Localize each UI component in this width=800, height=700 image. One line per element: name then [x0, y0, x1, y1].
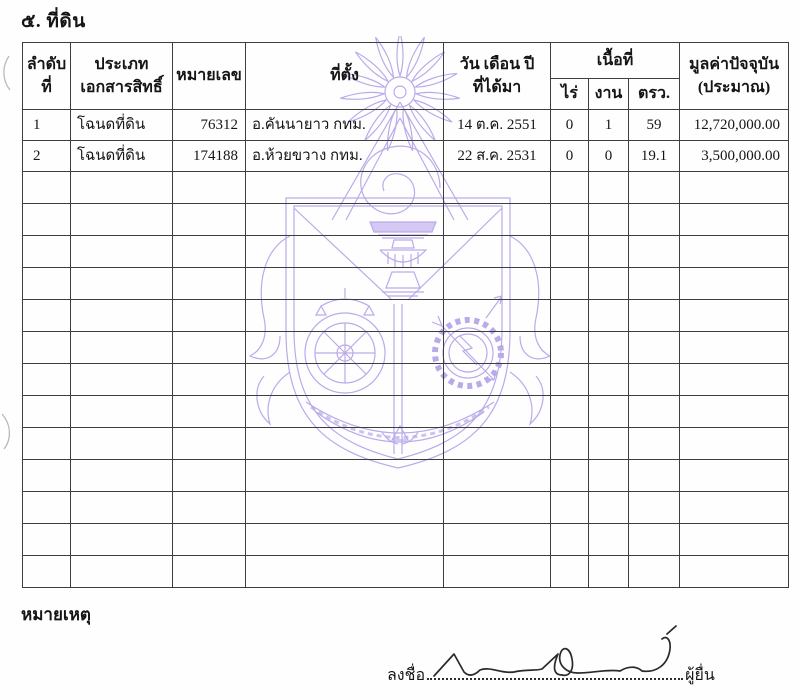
- empty-cell: [629, 556, 680, 588]
- empty-cell: [589, 236, 629, 268]
- empty-cell: [589, 332, 629, 364]
- empty-cell: [246, 268, 444, 300]
- empty-cell: [680, 204, 789, 236]
- cell-location: อ.ห้วยขวาง กทม.: [246, 141, 444, 172]
- empty-cell: [246, 300, 444, 332]
- empty-cell: [173, 300, 246, 332]
- cell-value: 12,720,000.00: [680, 110, 789, 141]
- handwritten-signature-icon: [424, 624, 694, 686]
- table-row-empty: [23, 396, 789, 428]
- col-header-rai: ไร่: [551, 79, 589, 110]
- empty-cell: [173, 524, 246, 556]
- table-row-empty: [23, 428, 789, 460]
- table-row-empty: [23, 236, 789, 268]
- empty-cell: [680, 172, 789, 204]
- cell-rai: 0: [551, 141, 589, 172]
- col-header-doc-type: ประเภท เอกสารสิทธิ์: [71, 43, 173, 110]
- empty-cell: [173, 204, 246, 236]
- cell-ngan: 1: [589, 110, 629, 141]
- empty-cell: [680, 428, 789, 460]
- empty-cell: [589, 524, 629, 556]
- table-row-empty: [23, 492, 789, 524]
- table-row-empty: [23, 460, 789, 492]
- empty-cell: [680, 396, 789, 428]
- empty-cell: [444, 204, 551, 236]
- table-row-empty: [23, 524, 789, 556]
- empty-cell: [23, 332, 71, 364]
- cell-date: 14 ต.ค. 2551: [444, 110, 551, 141]
- empty-cell: [629, 204, 680, 236]
- empty-cell: [680, 460, 789, 492]
- empty-cell: [589, 268, 629, 300]
- empty-cell: [629, 236, 680, 268]
- empty-cell: [551, 172, 589, 204]
- cell-doc-type: โฉนดที่ดิน: [71, 110, 173, 141]
- empty-cell: [246, 428, 444, 460]
- cell-rai: 0: [551, 110, 589, 141]
- empty-cell: [589, 396, 629, 428]
- sign-label: ลงชื่อ: [387, 667, 426, 684]
- empty-cell: [444, 428, 551, 460]
- empty-cell: [71, 460, 173, 492]
- empty-cell: [173, 492, 246, 524]
- empty-cell: [551, 396, 589, 428]
- empty-cell: [551, 428, 589, 460]
- empty-cell: [23, 204, 71, 236]
- empty-cell: [551, 524, 589, 556]
- empty-rows: [23, 172, 789, 588]
- empty-cell: [71, 428, 173, 460]
- empty-cell: [551, 460, 589, 492]
- signer-label: ผู้ยื่น: [685, 667, 715, 684]
- empty-cell: [173, 172, 246, 204]
- cell-order: 2: [23, 141, 71, 172]
- empty-cell: [629, 332, 680, 364]
- col-header-number: หมายเลข: [173, 43, 246, 110]
- cell-order: 1: [23, 110, 71, 141]
- empty-cell: [444, 332, 551, 364]
- empty-cell: [173, 332, 246, 364]
- empty-cell: [444, 172, 551, 204]
- col-header-area-group: เนื้อที่: [551, 43, 680, 79]
- empty-cell: [173, 268, 246, 300]
- empty-cell: [589, 204, 629, 236]
- empty-cell: [444, 300, 551, 332]
- empty-cell: [680, 364, 789, 396]
- empty-cell: [23, 300, 71, 332]
- empty-cell: [444, 396, 551, 428]
- empty-cell: [246, 236, 444, 268]
- empty-cell: [551, 492, 589, 524]
- empty-cell: [444, 268, 551, 300]
- empty-cell: [680, 300, 789, 332]
- empty-cell: [23, 460, 71, 492]
- col-header-ngan: งาน: [589, 79, 629, 110]
- col-header-date-acquired: วัน เดือน ปี ที่ได้มา: [444, 43, 551, 110]
- empty-cell: [629, 492, 680, 524]
- table-row-empty: [23, 268, 789, 300]
- empty-cell: [589, 556, 629, 588]
- page-title: ๕. ที่ดิน: [21, 11, 86, 32]
- empty-cell: [246, 364, 444, 396]
- empty-cell: [246, 492, 444, 524]
- table-row: [23, 110, 789, 141]
- empty-cell: [589, 460, 629, 492]
- empty-cell: [173, 364, 246, 396]
- land-table: [22, 42, 789, 588]
- table-row-empty: [23, 332, 789, 364]
- empty-cell: [23, 268, 71, 300]
- empty-cell: [444, 492, 551, 524]
- table-row-empty: [23, 172, 789, 204]
- empty-cell: [629, 300, 680, 332]
- table-row-empty: [23, 556, 789, 588]
- empty-cell: [71, 492, 173, 524]
- empty-cell: [246, 204, 444, 236]
- cell-location: อ.คันนายาว กทม.: [246, 110, 444, 141]
- empty-cell: [71, 396, 173, 428]
- empty-cell: [551, 364, 589, 396]
- remarks-label: หมายเหตุ: [21, 605, 91, 624]
- empty-cell: [444, 236, 551, 268]
- empty-cell: [589, 300, 629, 332]
- empty-cell: [71, 204, 173, 236]
- table-header: [23, 43, 789, 110]
- empty-cell: [589, 172, 629, 204]
- empty-cell: [71, 172, 173, 204]
- empty-cell: [173, 236, 246, 268]
- empty-cell: [23, 396, 71, 428]
- table-row-empty: [23, 204, 789, 236]
- empty-cell: [589, 364, 629, 396]
- empty-cell: [23, 556, 71, 588]
- empty-cell: [71, 268, 173, 300]
- empty-cell: [246, 332, 444, 364]
- empty-cell: [23, 236, 71, 268]
- scan-artifact-marks: [0, 0, 16, 700]
- empty-cell: [246, 556, 444, 588]
- cell-number: 76312: [173, 110, 246, 141]
- empty-cell: [629, 460, 680, 492]
- empty-cell: [551, 204, 589, 236]
- empty-cell: [23, 524, 71, 556]
- empty-cell: [71, 556, 173, 588]
- table-row-empty: [23, 364, 789, 396]
- cell-sq-wah: 19.1: [629, 141, 680, 172]
- empty-cell: [629, 364, 680, 396]
- empty-cell: [551, 268, 589, 300]
- empty-cell: [589, 428, 629, 460]
- empty-cell: [680, 236, 789, 268]
- cell-value: 3,500,000.00: [680, 141, 789, 172]
- empty-cell: [23, 172, 71, 204]
- empty-cell: [71, 236, 173, 268]
- empty-cell: [551, 556, 589, 588]
- empty-cell: [629, 268, 680, 300]
- empty-cell: [173, 556, 246, 588]
- col-header-location: ที่ตั้ง: [246, 43, 444, 110]
- empty-cell: [71, 364, 173, 396]
- table-body: [23, 110, 789, 172]
- empty-cell: [680, 524, 789, 556]
- empty-cell: [444, 364, 551, 396]
- empty-cell: [629, 524, 680, 556]
- col-header-sq-wah: ตรว.: [629, 79, 680, 110]
- empty-cell: [551, 332, 589, 364]
- empty-cell: [246, 460, 444, 492]
- empty-cell: [629, 428, 680, 460]
- empty-cell: [23, 428, 71, 460]
- cell-doc-type: โฉนดที่ดิน: [71, 141, 173, 172]
- empty-cell: [444, 556, 551, 588]
- empty-cell: [23, 492, 71, 524]
- empty-cell: [680, 332, 789, 364]
- empty-cell: [551, 300, 589, 332]
- empty-cell: [589, 492, 629, 524]
- table-row: [23, 141, 789, 172]
- empty-cell: [680, 492, 789, 524]
- empty-cell: [246, 524, 444, 556]
- empty-cell: [680, 556, 789, 588]
- cell-number: 174188: [173, 141, 246, 172]
- empty-cell: [71, 300, 173, 332]
- cell-sq-wah: 59: [629, 110, 680, 141]
- cell-ngan: 0: [589, 141, 629, 172]
- table-row-empty: [23, 300, 789, 332]
- col-header-value: มูลค่าปัจจุบัน (ประมาณ): [680, 43, 789, 110]
- empty-cell: [680, 268, 789, 300]
- empty-cell: [71, 524, 173, 556]
- empty-cell: [246, 172, 444, 204]
- empty-cell: [173, 428, 246, 460]
- empty-cell: [629, 396, 680, 428]
- empty-cell: [71, 332, 173, 364]
- empty-cell: [173, 460, 246, 492]
- empty-cell: [246, 396, 444, 428]
- empty-cell: [173, 396, 246, 428]
- cell-date: 22 ส.ค. 2531: [444, 141, 551, 172]
- empty-cell: [629, 172, 680, 204]
- empty-cell: [444, 524, 551, 556]
- empty-cell: [444, 460, 551, 492]
- col-header-order: ลำดับ ที่: [23, 43, 71, 110]
- empty-cell: [551, 236, 589, 268]
- empty-cell: [23, 364, 71, 396]
